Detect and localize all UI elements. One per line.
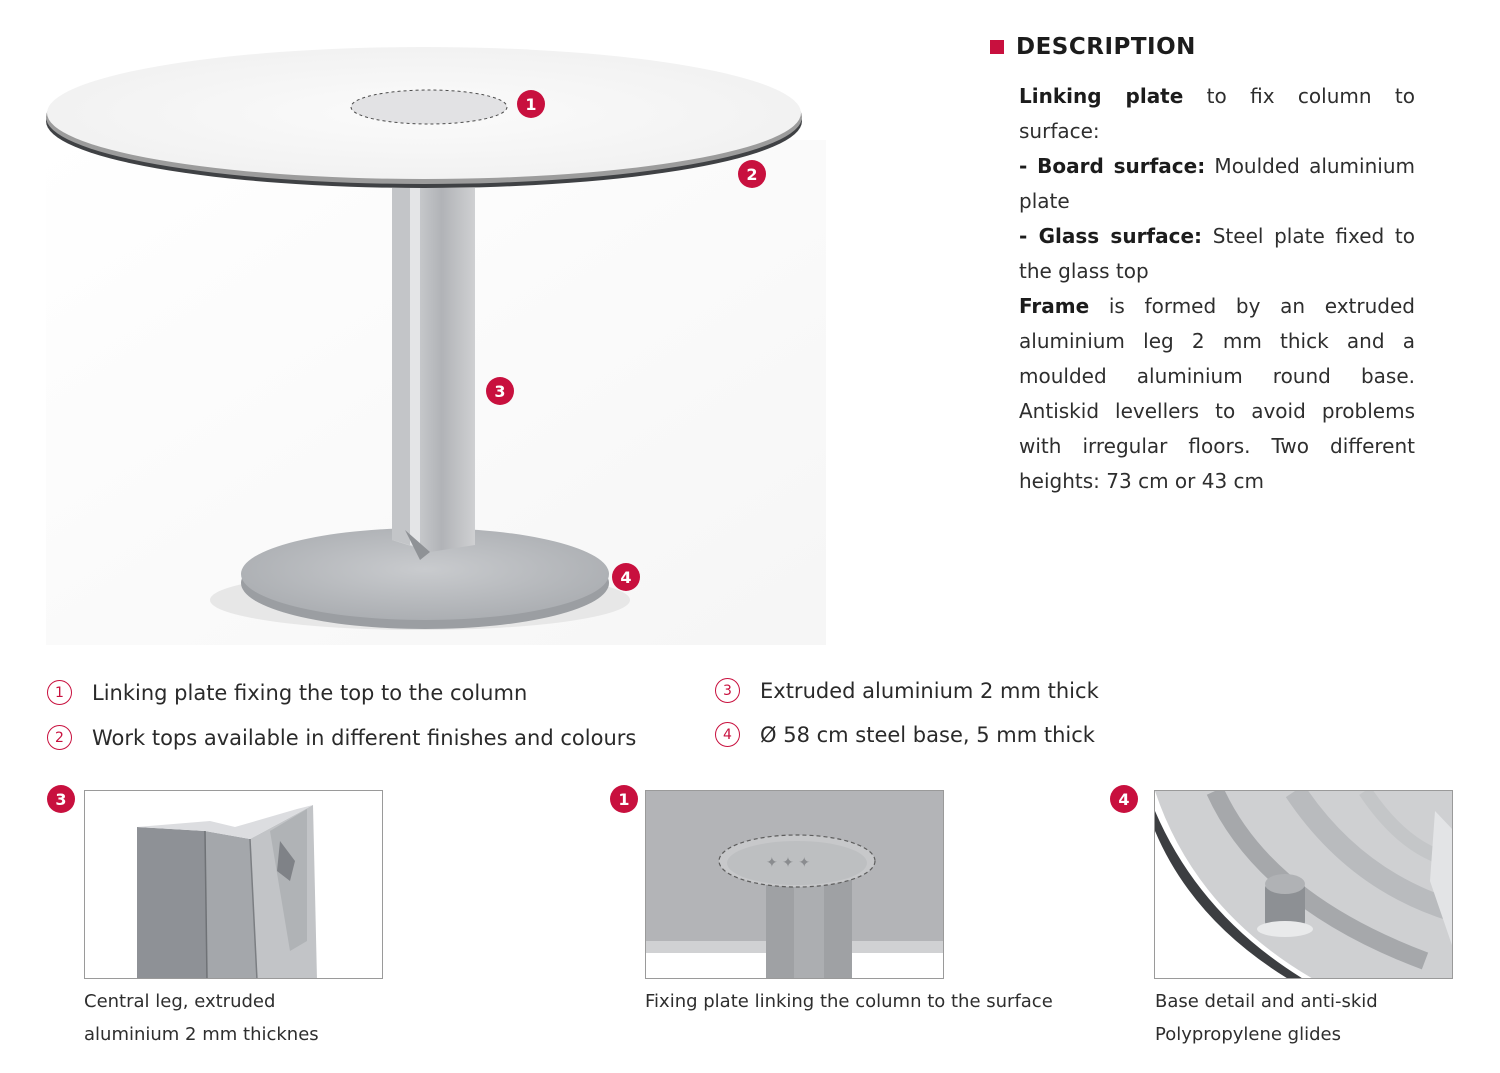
fixing-plate-caption: Fixing plate linking the column to the surface bbox=[645, 991, 1053, 1012]
description-header bbox=[990, 34, 1196, 60]
detail-marker-1: 1 bbox=[610, 785, 638, 813]
legend-text: Extruded aluminium 2 mm thick bbox=[760, 678, 1099, 703]
description-title: DESCRIPTION bbox=[1016, 34, 1196, 60]
base-detail-image bbox=[1154, 790, 1453, 979]
marker-4: 4 bbox=[612, 563, 640, 591]
fixing-plate-detail-image bbox=[645, 790, 944, 979]
detail-marker-4: 4 bbox=[1110, 785, 1138, 813]
table-product-image bbox=[0, 0, 880, 660]
legend-text: Work tops available in different finishes and colours bbox=[92, 725, 637, 750]
legend-item-3 bbox=[715, 678, 1099, 703]
square-bullet-icon bbox=[990, 40, 1004, 54]
base-detail-caption: Base detail and anti-skid Polypropylene glides bbox=[1155, 991, 1378, 1045]
legend-number: 3 bbox=[715, 678, 740, 703]
legend-number: 4 bbox=[715, 722, 740, 747]
linking-plate-line: Linking plate to fix column to surface: bbox=[1019, 84, 1415, 143]
glass-surface-line: - Glass surface: Steel plate fixed to the glass top bbox=[1019, 224, 1415, 283]
legend-item-4 bbox=[715, 722, 1095, 747]
legend-number: 1 bbox=[47, 680, 72, 705]
marker-2: 2 bbox=[738, 160, 766, 188]
frame-paragraph: Frame is formed by an extruded aluminium leg 2 mm thick and a moulded aluminium round base. Antiskid levellers to avoid problems with irregular floors. Two different heights: 73 cm or 43 cm bbox=[1019, 294, 1415, 493]
marker-3: 3 bbox=[486, 377, 514, 405]
central-leg-caption: Central leg, extruded aluminium 2 mm thicknes bbox=[84, 991, 319, 1045]
legend-text: Linking plate fixing the top to the column bbox=[92, 680, 528, 705]
legend-item-2 bbox=[47, 725, 636, 750]
central-leg-detail-image bbox=[84, 790, 383, 979]
marker-1: 1 bbox=[517, 90, 545, 118]
legend-number: 2 bbox=[47, 725, 72, 750]
svg-text:✦ ✦ ✦: ✦ ✦ ✦ bbox=[766, 855, 811, 871]
description-body bbox=[1019, 79, 1415, 499]
board-surface-line: - Board surface: Moulded aluminium plate bbox=[1019, 154, 1415, 213]
legend-text: Ø 58 cm steel base, 5 mm thick bbox=[760, 722, 1095, 747]
legend-item-1 bbox=[47, 680, 527, 705]
detail-marker-3: 3 bbox=[47, 785, 75, 813]
